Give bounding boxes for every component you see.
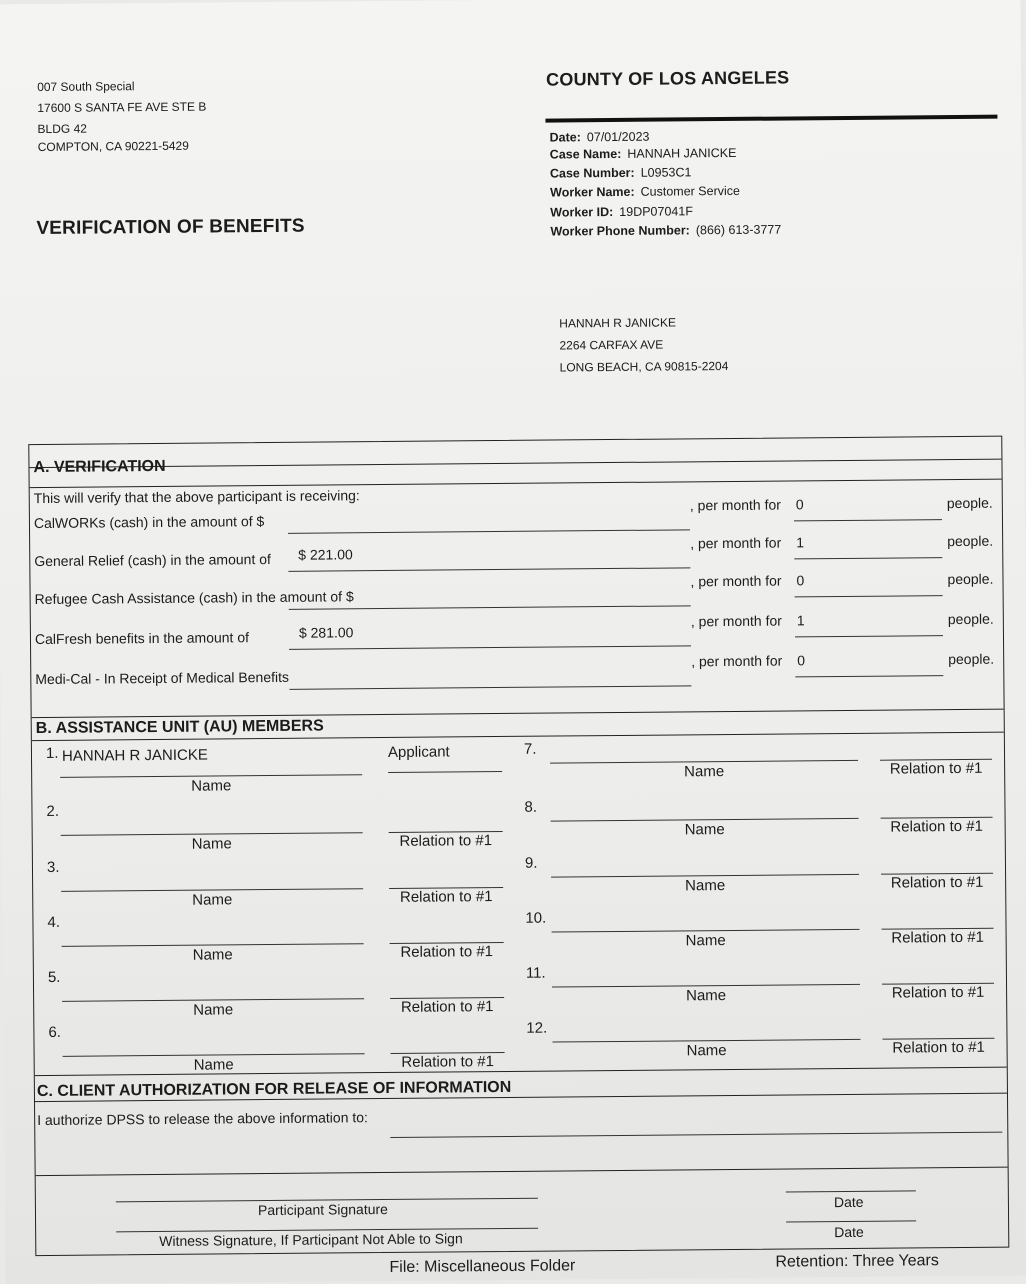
- worker-id: [550, 202, 693, 223]
- relation-caption: Relation to #1: [399, 888, 493, 906]
- member-number: 4.: [47, 913, 61, 931]
- document-title: VERIFICATION OF BENEFITS: [36, 215, 305, 240]
- benefit-amount-line[interactable]: [289, 645, 691, 650]
- benefit-amount-line[interactable]: [289, 605, 691, 610]
- people-count-line[interactable]: [794, 557, 942, 559]
- sender-city: COMPTON, CA 90221-5429: [37, 138, 189, 155]
- header-rule: [545, 115, 997, 123]
- relation-caption: Relation to #1: [892, 1038, 985, 1057]
- section-c-title: C. CLIENT AUTHORIZATION FOR RELEASE OF INFORMATION: [36, 1078, 512, 1101]
- name-caption: Name: [686, 1042, 727, 1060]
- people-count-line[interactable]: [794, 519, 942, 521]
- per-month-label: , per month for: [690, 572, 782, 590]
- footer-retention: Retention: Three Years: [775, 1252, 939, 1271]
- people-count: 0: [797, 652, 806, 669]
- relation-caption: Relation to #1: [891, 928, 984, 947]
- case-name-label: Case Name:: [549, 146, 622, 162]
- name-caption: Name: [686, 987, 727, 1005]
- relation-caption: Relation to #1: [400, 998, 494, 1016]
- member-number: 2.: [46, 802, 60, 820]
- name-caption: Name: [191, 835, 232, 853]
- member-name: HANNAH R JANICKE: [61, 746, 208, 765]
- recipient-name: HANNAH R JANICKE: [559, 315, 676, 331]
- benefit-amount: $ 281.00: [298, 624, 354, 641]
- people-label: people.: [946, 494, 993, 512]
- name-caption: Name: [684, 821, 725, 839]
- worker-phone-label: Worker Phone Number:: [550, 223, 690, 239]
- section-a-top-rule: [29, 459, 1001, 468]
- worker-name: [550, 182, 740, 203]
- benefit-label: Medi-Cal - In Receipt of Medical Benefits: [35, 668, 290, 688]
- relation-caption: Relation to #1: [400, 943, 494, 961]
- benefit-amount-line[interactable]: [288, 529, 690, 534]
- sender-address-2: BLDG 42: [37, 121, 87, 137]
- section-c-mid-rule: [36, 1167, 1008, 1176]
- section-a-intro: This will verify that the above participant is receiving:: [33, 487, 360, 507]
- relation-caption: Relation to #1: [401, 1053, 495, 1071]
- people-count-line[interactable]: [795, 675, 943, 677]
- people-label: people.: [947, 532, 994, 550]
- per-month-label: , per month for: [690, 612, 782, 630]
- member-number: 1.: [45, 744, 59, 762]
- witness-signature-label: Witness Signature, If Participant Not Able to Sign: [159, 1230, 463, 1249]
- name-caption: Name: [684, 763, 725, 781]
- people-count: 0: [795, 496, 804, 513]
- member-relation: Applicant: [387, 743, 450, 761]
- county-title: COUNTY OF LOS ANGELES: [546, 67, 790, 90]
- relation-caption: Relation to #1: [891, 983, 985, 1002]
- member-number: 5.: [47, 968, 61, 986]
- benefit-label: CalWORKs (cash) in the amount of $: [33, 513, 265, 532]
- member-number: 8.: [524, 798, 538, 816]
- benefit-amount-line[interactable]: [289, 685, 691, 690]
- member-number: 3.: [46, 858, 60, 876]
- relation-caption: Relation to #1: [890, 817, 983, 836]
- member-number: 9.: [524, 854, 538, 872]
- member-number: 11.: [525, 964, 546, 982]
- section-a-title-rule: [30, 479, 1002, 488]
- worker-phone-value: (866) 613-3777: [695, 222, 782, 238]
- case-name-value: HANNAH JANICKE: [627, 145, 737, 161]
- people-count: 1: [796, 534, 805, 551]
- member-number: 12.: [526, 1019, 548, 1037]
- people-count: 1: [796, 612, 805, 629]
- verification-form: [28, 436, 1009, 1256]
- relation-caption: Relation to #1: [890, 873, 984, 892]
- release-to-line[interactable]: [390, 1132, 1002, 1138]
- people-count: 0: [796, 572, 805, 589]
- name-caption: Name: [193, 1001, 234, 1019]
- people-label: people.: [948, 650, 995, 668]
- authorize-text: I authorize DPSS to release the above information to:: [37, 1109, 368, 1129]
- per-month-label: , per month for: [691, 652, 783, 670]
- name-caption: Name: [192, 891, 233, 909]
- per-month-label: , per month for: [690, 534, 782, 552]
- member-number: 10.: [525, 909, 547, 927]
- name-caption: Name: [685, 877, 726, 895]
- name-caption: Name: [193, 1056, 234, 1074]
- case-name: [550, 144, 737, 165]
- benefit-label: CalFresh benefits in the amount of: [34, 629, 250, 648]
- relation-caption: Relation to #1: [399, 832, 493, 850]
- worker-name-value: Customer Service: [640, 183, 741, 199]
- people-label: people.: [947, 610, 994, 628]
- participant-date-line[interactable]: [786, 1190, 916, 1192]
- case-number-label: Case Number:: [549, 165, 635, 181]
- per-month-label: , per month for: [689, 496, 781, 514]
- worker-name-label: Worker Name:: [550, 184, 635, 200]
- benefit-label: General Relief (cash) in the amount of: [34, 550, 271, 570]
- sender-name: 007 South Special: [37, 79, 135, 95]
- footer-file: File: Miscellaneous Folder: [389, 1257, 576, 1276]
- recipient-city: LONG BEACH, CA 90815-2204: [559, 358, 729, 375]
- people-count-line[interactable]: [795, 635, 943, 637]
- worker-phone: [550, 221, 781, 243]
- name-caption: Name: [192, 946, 233, 964]
- recipient-street: 2264 CARFAX AVE: [559, 337, 664, 353]
- witness-date-line[interactable]: [786, 1220, 916, 1222]
- people-label: people.: [947, 570, 994, 588]
- date-label: Date:: [549, 130, 581, 145]
- people-count-line[interactable]: [795, 595, 943, 597]
- benefit-amount: $ 221.00: [298, 546, 353, 563]
- case-number-value: L0953C1: [640, 165, 692, 180]
- worker-id-label: Worker ID:: [550, 204, 614, 220]
- date-value: 07/01/2023: [586, 129, 650, 145]
- name-caption: Name: [685, 932, 726, 950]
- case-number: [550, 163, 692, 184]
- member-relation-line[interactable]: [388, 771, 502, 773]
- name-caption: Name: [191, 777, 232, 795]
- section-b-title: B. ASSISTANCE UNIT (AU) MEMBERS: [35, 717, 324, 738]
- section-b-top-rule: [32, 709, 1004, 718]
- sender-address-1: 17600 S SANTA FE AVE STE B: [37, 99, 207, 116]
- participant-date-label: Date: [833, 1193, 864, 1211]
- worker-id-value: 19DP07041F: [619, 204, 693, 219]
- member-number: 7.: [523, 740, 537, 758]
- section-a-title: A. VERIFICATION: [33, 457, 166, 477]
- witness-date-label: Date: [834, 1223, 864, 1241]
- benefit-amount-line[interactable]: [288, 567, 690, 572]
- relation-caption: Relation to #1: [889, 759, 983, 778]
- member-number: 6.: [48, 1023, 61, 1041]
- benefit-label: Refugee Cash Assistance (cash) in the amount of $: [34, 588, 354, 608]
- participant-signature-label: Participant Signature: [257, 1201, 388, 1219]
